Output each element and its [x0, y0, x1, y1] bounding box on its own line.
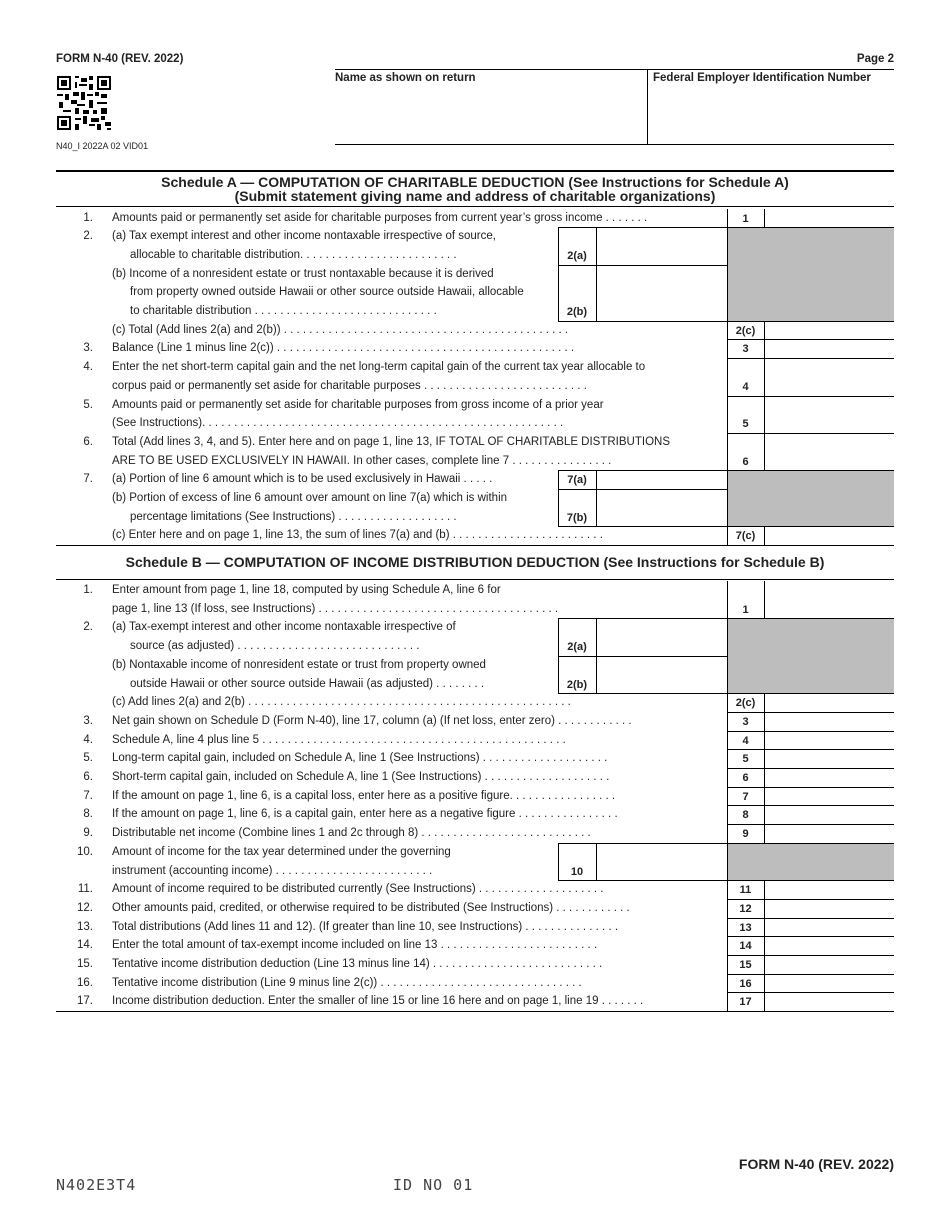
name-label: Name as shown on return [335, 72, 476, 84]
rule [596, 618, 597, 693]
rule [727, 805, 894, 806]
rule [764, 581, 765, 618]
line-label: 6 [742, 772, 749, 784]
rule [727, 992, 894, 993]
line-number: 12. [77, 901, 93, 914]
line-text: Amount of income for the tax year determined under the governing [112, 845, 451, 858]
line-text: from property owned outside Hawaii or other source outside Hawaii, allocable [130, 286, 524, 299]
rule [764, 880, 765, 1011]
rule [558, 526, 894, 527]
line-label: 2(b) [566, 678, 588, 691]
line-text: (See Instructions). . . . . . . . . . . . . . . . . . . . . . . . . . . . . . . . . . . . . . . . . . . . . . . . . . . . . . . . . [112, 417, 564, 430]
line-label: 7(a) [567, 474, 587, 487]
rule [727, 955, 894, 956]
rule [558, 618, 727, 619]
shaded-area [728, 618, 894, 693]
amount-field-15[interactable] [765, 956, 894, 973]
rule [558, 618, 559, 693]
line-text: (c) Total (Add lines 2(a) and 2(b)) . . . . . . . . . . . . . . . . . . . . . . . . . . . . . . . . . . . . . . . . . . . . . [112, 323, 569, 336]
line-text: Schedule A, line 4 plus line 5 . . . . . . . . . . . . . . . . . . . . . . . . . . . . . . . . . . . . . . . . . . . . . . . . [112, 733, 566, 746]
line-text: If the amount on page 1, line 6, is a capital gain, enter here as a negative figure . . . . . . . . . . . . . . . . [112, 808, 618, 821]
line-label: 4 [742, 380, 749, 393]
line-number: 4. [83, 733, 93, 746]
line-number: 17. [77, 995, 93, 1008]
line-text: percentage limitations (See Instructions) . . . . . . . . . . . . . . . . . . . [130, 510, 457, 523]
rule [727, 433, 894, 434]
line-number: 3. [83, 714, 93, 727]
line-number: 1. [83, 584, 93, 596]
line-text: Balance (Line 1 minus line 2(c)) . . . . . . . . . . . . . . . . . . . . . . . . . . . . . . . . . . . . . . . . . . . . . . . [112, 342, 575, 355]
rule [727, 358, 894, 359]
rule [727, 339, 894, 340]
qr-code-icon [57, 76, 111, 130]
rule [558, 843, 727, 844]
amount-field-1[interactable] [765, 601, 894, 618]
rule [727, 899, 894, 900]
amount-field-2c[interactable] [765, 322, 894, 339]
rule [727, 581, 728, 1011]
page-number: Page 2 [856, 53, 894, 65]
line-text: corpus paid or permanently set aside for charitable purposes . . . . . . . . . . . . . . . . . . . . . . . . . . [112, 379, 587, 392]
line-label: 5 [742, 753, 749, 766]
line-text: (b) Portion of excess of line 6 amount over amount on line 7(a) which is within [112, 492, 508, 504]
amount-field-5[interactable] [765, 750, 894, 767]
line-text: Total (Add lines 3, 4, and 5). Enter here and on page 1, line 13, IF TOTAL OF CHARITABLE DISTRIBUTIONS [112, 435, 670, 448]
line-text: (b) Nontaxable income of nonresident estate or trust from property owned [112, 658, 486, 671]
line-label: 2(a) [567, 641, 587, 654]
amount-field-1[interactable] [765, 210, 894, 227]
line-number: 5. [83, 398, 93, 411]
shaded-area [728, 470, 894, 526]
rule [558, 265, 727, 266]
line-label: 9 [742, 828, 749, 841]
schedule-b-title: Schedule B — COMPUTATION OF INCOME DISTRIBUTION DEDUCTION (See Instructions for Schedule B) [125, 554, 825, 570]
rule [727, 824, 894, 825]
line-number: 10. [77, 845, 93, 858]
rule [558, 227, 559, 321]
line-text: Long-term capital gain, included on Schedule A, line 1 (See Instructions) . . . . . . . . . . . . . . . . . . . . [112, 752, 608, 765]
line-text: Enter amount from page 1, line 18, computed by using Schedule A, line 6 for [112, 584, 501, 596]
line-text: page 1, line 13 (If loss, see Instructions) . . . . . . . . . . . . . . . . . . . . . . . . . . . . . . . . . . . . . . [112, 602, 559, 615]
amount-field-14[interactable] [765, 937, 894, 954]
line-text: Income distribution deduction. Enter the smaller of line 15 or line 16 here and on page 1, line 19 . . . . . . . [112, 995, 644, 1008]
line-label: 4 [742, 734, 749, 747]
line-number: 11. [77, 883, 93, 896]
line-label: 15 [739, 959, 752, 971]
line-number: 4. [83, 361, 93, 374]
amount-field-2a[interactable] [597, 247, 727, 264]
line-text: to charitable distribution . . . . . . . . . . . . . . . . . . . . . . . . . . . . . [130, 305, 437, 317]
line-text: Other amounts paid, credited, or otherwise required to be distributed (See Instructions) . . . . . . . . . . . . [112, 901, 630, 914]
line-number: 16. [77, 976, 93, 989]
line-text: Enter the net short-term capital gain and the net long-term capital gain of the current tax year allocable to [112, 361, 646, 374]
line-number: 5. [83, 752, 93, 765]
footer-code-left: N402E3T4 [56, 1176, 137, 1194]
line-number: 9. [83, 827, 93, 840]
line-number: 7. [83, 473, 93, 486]
line-text: Distributable net income (Combine lines 1 and 2c through 8) . . . . . . . . . . . . . . . . . . . . . . . . . . . [112, 827, 591, 840]
rule [558, 880, 894, 881]
line-label: 7(b) [566, 511, 588, 524]
rule [727, 768, 894, 769]
line-text: Amounts paid or permanently set aside for charitable purposes from gross income of a prior year [112, 398, 604, 411]
line-text: Amount of income required to be distributed currently (See Instructions) . . . . . . . . . . . . . . . . . . . . [112, 883, 604, 896]
rule [596, 470, 597, 526]
rule [596, 227, 597, 321]
amount-field-6[interactable] [765, 769, 894, 786]
line-text: Enter the total amount of tax-exempt income included on line 13 . . . . . . . . . . . . . . . . . . . . . . . . . [112, 939, 598, 952]
line-number: 7. [83, 789, 93, 802]
rule [727, 936, 894, 937]
fein-field[interactable] [649, 90, 893, 142]
line-text: (b) Income of a nonresident estate or trust nontaxable because it is derived [112, 267, 494, 280]
amount-field-3[interactable] [765, 340, 894, 357]
shaded-area [728, 227, 894, 321]
line-text: Amounts paid or permanently set aside for charitable purposes from current year’s gross income . . . . . . . [112, 211, 648, 224]
line-label: 11 [739, 884, 752, 897]
rule [727, 396, 894, 397]
rule [558, 470, 727, 471]
form-code: N40_I 2022A 02 VID01 [56, 141, 149, 151]
amount-field-7a[interactable] [597, 471, 727, 488]
line-label: 14 [739, 940, 752, 953]
line-number: 8. [83, 808, 93, 821]
rule [558, 843, 559, 880]
line-label: 13 [739, 921, 752, 934]
rule [727, 918, 894, 919]
name-field[interactable] [335, 90, 645, 142]
rule [727, 749, 894, 750]
line-label: 7 [742, 790, 749, 803]
rule [558, 489, 727, 490]
line-text: (c) Add lines 2(a) and 2(b) . . . . . . . . . . . . . . . . . . . . . . . . . . . . . . . . . . . . . . . . . . . . . . . . . . . [112, 696, 571, 709]
schedule-a-subtitle: (Submit statement giving name and address of charitable organizations) [234, 188, 716, 204]
shaded-area [728, 843, 894, 880]
line-number: 2. [83, 621, 93, 634]
line-label: 2(c) [735, 324, 756, 337]
amount-field-16[interactable] [765, 975, 894, 992]
amount-field-9[interactable] [765, 825, 894, 842]
rule [727, 843, 894, 844]
amount-field-7c[interactable] [765, 527, 894, 544]
amount-field-3[interactable] [765, 713, 894, 730]
rule [727, 227, 894, 228]
rule [727, 470, 894, 471]
line-label: 8 [742, 809, 749, 822]
line-text: outside Hawaii or other source outside Hawaii (as adjusted) . . . . . . . . [130, 677, 485, 690]
line-text: source (as adjusted) . . . . . . . . . . . . . . . . . . . . . . . . . . . . . [130, 640, 420, 653]
line-text: Tentative income distribution deduction (Line 13 minus line 14) . . . . . . . . . . . . . . . . . . . . . . . . . . . [112, 958, 603, 970]
amount-field-13[interactable] [765, 919, 894, 936]
line-label: 6 [742, 455, 749, 468]
rule [727, 209, 728, 546]
line-number: 14. [77, 939, 93, 952]
amount-field-17[interactable] [765, 993, 894, 1010]
fein-label: Federal Employer Identification Number [653, 72, 871, 84]
line-label: 3 [742, 343, 749, 356]
line-text: (a) Portion of line 6 amount which is to be used exclusively in Hawaii . . . . . [112, 473, 493, 486]
line-label: 12 [739, 902, 752, 915]
line-label: 10 [570, 865, 584, 878]
line-text: ARE TO BE USED EXCLUSIVELY IN HAWAII. In other cases, complete line 7 . . . . . . . . . . . . . . . . [112, 454, 612, 467]
line-label: 7(c) [735, 530, 756, 543]
line-label: 5 [742, 418, 749, 431]
line-label: 1 [742, 212, 749, 225]
rule [764, 321, 765, 471]
line-number: 13. [77, 920, 93, 933]
rule [727, 618, 894, 619]
rule [764, 526, 765, 545]
rule [727, 974, 894, 975]
line-text: (a) Tax-exempt interest and other income nontaxable irrespective of [112, 621, 456, 634]
amount-field-4[interactable] [765, 378, 894, 395]
amount-field-7[interactable] [765, 788, 894, 805]
amount-field-8[interactable] [765, 806, 894, 823]
line-label: 17 [739, 996, 752, 1009]
footer-code-mid: ID NO 01 [393, 1176, 474, 1194]
line-label: 2(b) [566, 306, 588, 318]
line-text: (a) Tax exempt interest and other income nontaxable irrespective of source, [112, 230, 496, 243]
schedule-a-title: Schedule A — COMPUTATION OF CHARITABLE DEDUCTION (See Instructions for Schedule A) [161, 174, 789, 190]
rule [727, 787, 894, 788]
form-id: FORM N-40 (REV. 2022) [56, 53, 184, 65]
line-text: allocable to charitable distribution. . . . . . . . . . . . . . . . . . . . . . . . . [130, 248, 457, 261]
amount-field-5[interactable] [765, 415, 894, 432]
amount-field-12[interactable] [765, 900, 894, 917]
line-number: 15. [77, 958, 93, 970]
amount-field-2b[interactable] [597, 303, 727, 320]
rule [56, 545, 894, 546]
rule [558, 693, 894, 694]
rule [56, 1011, 894, 1012]
line-number: 1. [83, 211, 93, 224]
line-text: Tentative income distribution (Line 9 minus line 2(c)) . . . . . . . . . . . . . . . . . . . . . . . . . . . . . . . . [112, 976, 582, 989]
line-number: 6. [83, 435, 93, 448]
rule [764, 209, 765, 228]
line-label: 16 [739, 977, 752, 990]
amount-field-2c[interactable] [765, 694, 894, 711]
rule [727, 731, 894, 732]
amount-field-6[interactable] [765, 453, 894, 470]
line-label: 1 [742, 603, 749, 616]
amount-field-11[interactable] [765, 881, 894, 898]
rule [764, 693, 765, 843]
amount-field-2b[interactable] [597, 676, 727, 693]
line-number: 2. [83, 230, 93, 243]
footer-form-id: FORM N-40 (REV. 2022) [738, 1156, 894, 1172]
rule [558, 470, 559, 526]
amount-field-10[interactable] [597, 863, 727, 880]
line-text: Net gain shown on Schedule D (Form N-40), line 17, column (a) (If net loss, enter zero) . . . . . . . . . . . . [112, 714, 632, 727]
line-text: Short-term capital gain, included on Schedule A, line 1 (See Instructions) . . . . . . . . . . . . . . . . . . . . [112, 771, 610, 783]
line-text: Total distributions (Add lines 11 and 12). (If greater than line 10, see Instructions) . . . . . . . . . . . . . . . [112, 920, 619, 933]
rule [558, 227, 727, 228]
rule [596, 843, 597, 880]
line-number: 3. [83, 342, 93, 355]
line-text: (c) Enter here and on page 1, line 13, the sum of lines 7(a) and (b) . . . . . . . . . . . . . . . . . . . . . . . . [112, 529, 603, 542]
line-label: 3 [742, 715, 749, 728]
line-number: 6. [83, 771, 93, 783]
line-label: 2(a) [567, 249, 587, 262]
line-text: If the amount on page 1, line 6, is a capital loss, enter here as a positive figure. . . . . . . . . . . . . . . . . [112, 789, 616, 802]
amount-field-7b[interactable] [597, 509, 727, 526]
amount-field-4[interactable] [765, 732, 894, 749]
line-label: 2(c) [735, 697, 756, 710]
amount-field-2a[interactable] [597, 638, 727, 655]
rule [558, 656, 727, 657]
line-text: instrument (accounting income) . . . . . . . . . . . . . . . . . . . . . . . . . [112, 864, 433, 877]
rule [727, 712, 894, 713]
rule [558, 321, 894, 322]
